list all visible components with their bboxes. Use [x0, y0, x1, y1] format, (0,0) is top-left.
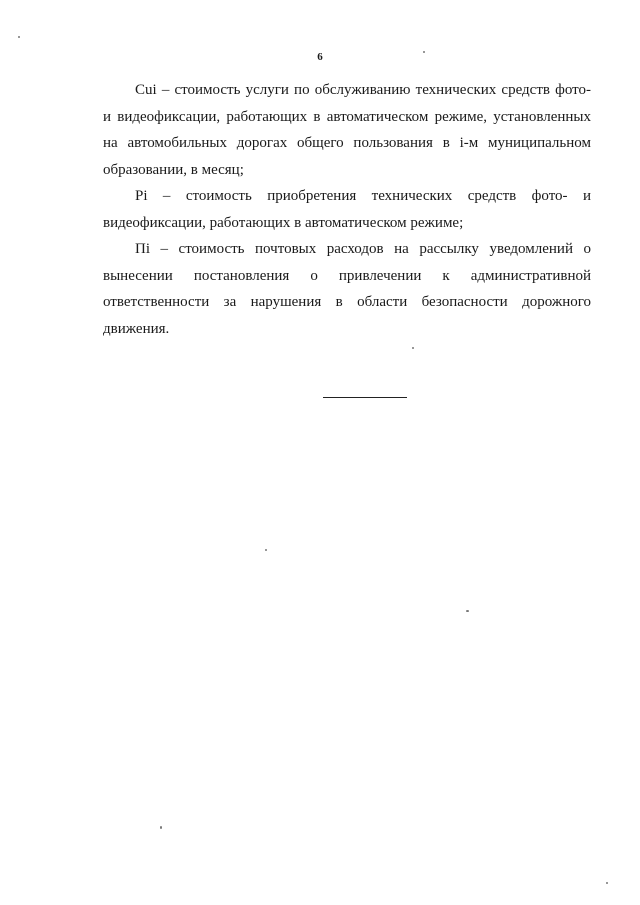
- document-body: [103, 77, 591, 342]
- end-of-text-rule: [323, 397, 407, 398]
- scan-speck: [265, 549, 267, 551]
- scan-speck: [606, 882, 608, 884]
- paragraph-postal-costs-definition: Пi – стоимость почтовых расходов на рассылку уведомлений о вынесении постановления о привлечении к административной ответственности за нарушения в области безопасности дорожного движения.: [103, 241, 591, 337]
- page-number: 6: [317, 51, 323, 63]
- scan-speck: [18, 36, 20, 38]
- scan-speck: [160, 826, 162, 829]
- scan-speck: [466, 610, 469, 612]
- scan-speck: [412, 347, 414, 349]
- paragraph-cui-definition: Cui – стоимость услуги по обслуживанию технических средств фото- и видеофиксации, работающих в автоматическом режиме, установленных на автомобильных дорогах общего пользования в i-м муниципальном образовании, в месяц;: [103, 82, 591, 178]
- scan-speck: [423, 51, 425, 53]
- paragraph-pi-definition: Pi – стоимость приобретения технических средств фото- и видеофиксации, работающих в автоматическом режиме;: [103, 188, 591, 231]
